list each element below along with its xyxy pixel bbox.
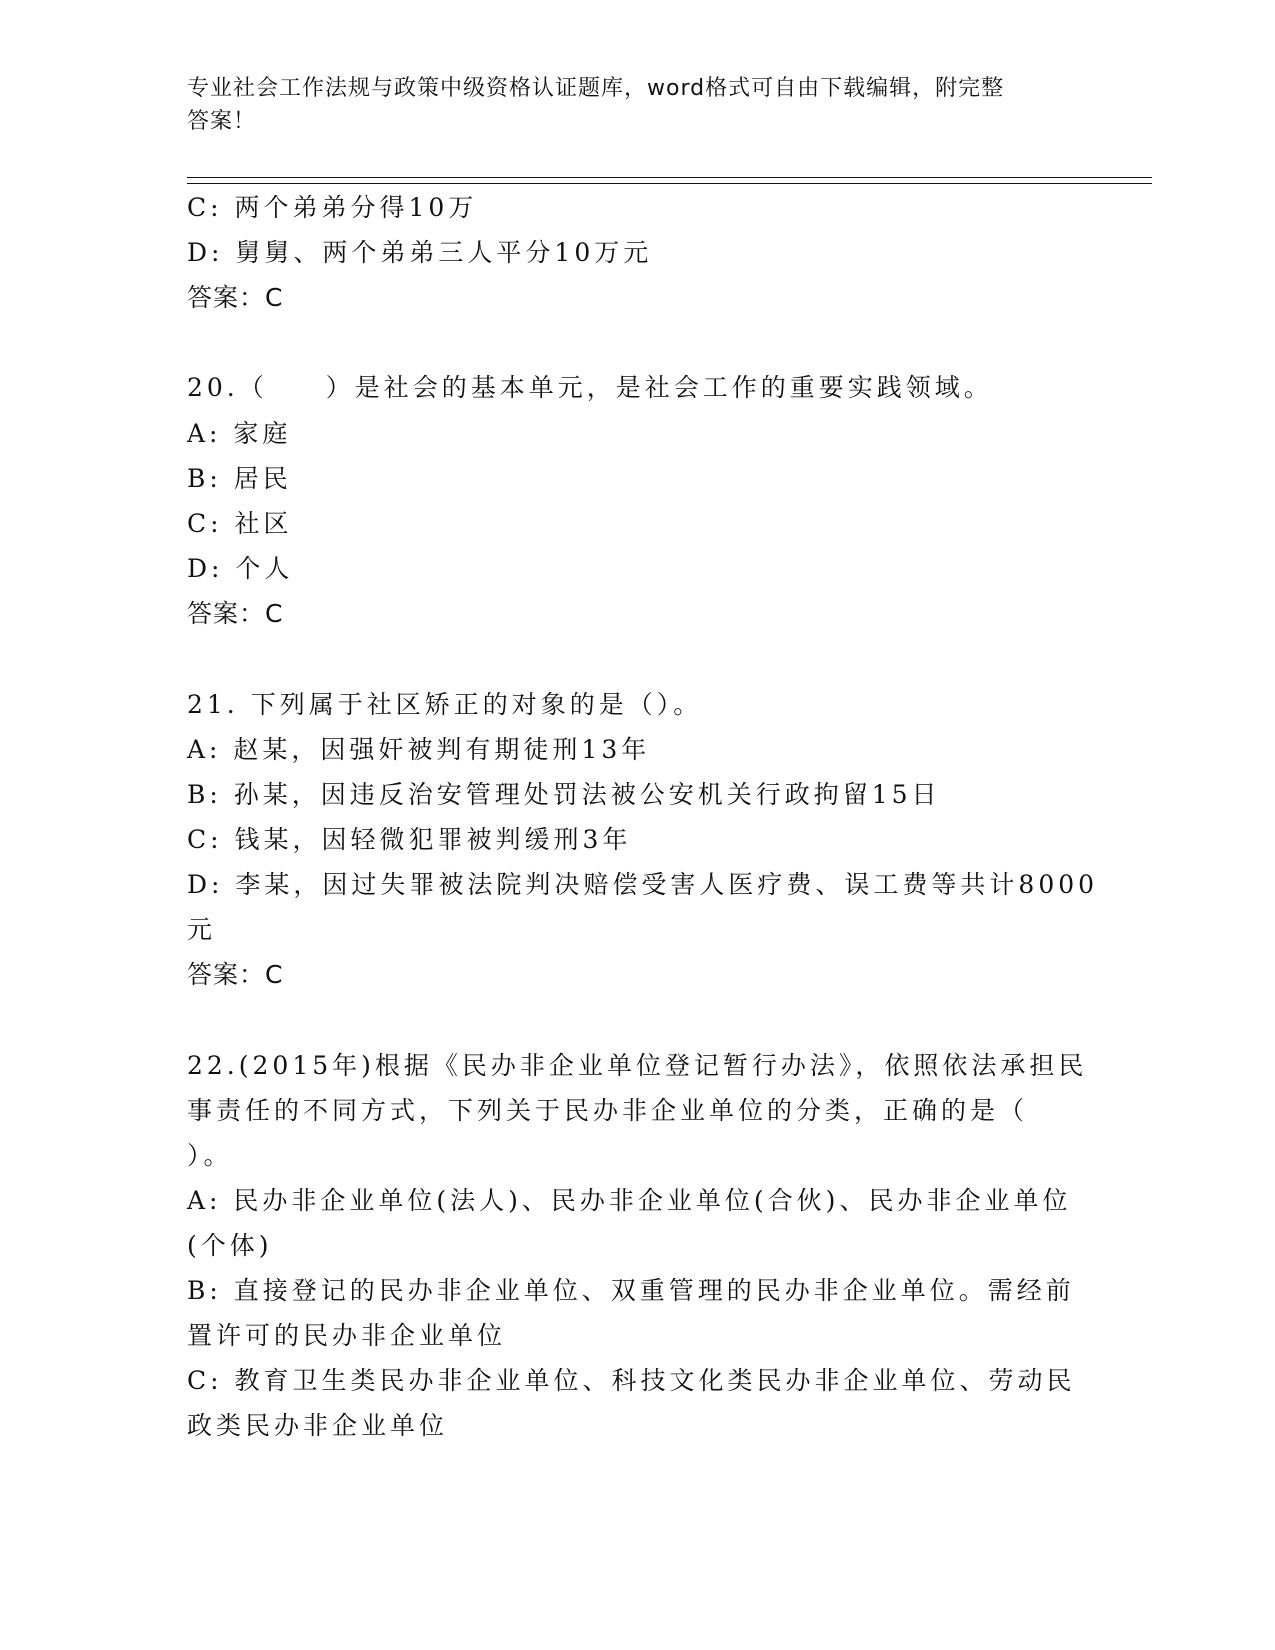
q22-option-a-line-2: (个体) (187, 1231, 273, 1260)
header-divider-top (187, 177, 1152, 178)
q22-option-c-line-2: 政类民办非企业单位 (187, 1411, 449, 1440)
q20-option-d: D: 个人 (187, 554, 294, 583)
q21-option-a: A: 赵某，因强奸被判有期徒刑13年 (187, 735, 651, 764)
q19-answer: 答案：C (187, 283, 284, 312)
q21-answer: 答案：C (187, 960, 284, 989)
page-header (187, 72, 1067, 138)
q20-stem: 20.（ ）是社会的基本单元，是社会工作的重要实践领域。 (187, 373, 993, 402)
q22-stem-line-1: 22.(2015年)根据《民办非企业单位登记暂行办法》，依照依法承担民 (187, 1051, 1088, 1080)
q22-option-a-line-1: A: 民办非企业单位(法人)、民办非企业单位(合伙)、民办非企业单位 (187, 1186, 1072, 1215)
q20-answer: 答案：C (187, 599, 284, 628)
q19-option-c: C: 两个弟弟分得10万 (187, 193, 478, 222)
q21-option-b: B: 孙某，因违反治安管理处罚法被公安机关行政拘留15日 (187, 780, 941, 809)
q22-stem-line-3: ）。 (187, 1141, 233, 1170)
header-line-1: 专业社会工作法规与政策中级资格认证题库，word格式可自由下载编辑，附完整 (187, 76, 1005, 101)
q21-option-d-line-1: D: 李某，因过失罪被法院判决赔偿受害人医疗费、误工费等共计8000 (187, 870, 1099, 899)
q22-option-b-line-2: 置许可的民办非企业单位 (187, 1321, 507, 1350)
header-line-2: 答案！ (187, 109, 257, 134)
q22-option-c-line-1: C: 教育卫生类民办非企业单位、科技文化类民办非企业单位、劳动民 (187, 1366, 1076, 1395)
q22-option-b-line-1: B: 直接登记的民办非企业单位、双重管理的民办非企业单位。需经前 (187, 1276, 1075, 1305)
q22-stem-line-2: 事责任的不同方式，下列关于民办非企业单位的分类，正确的是（ (187, 1096, 1029, 1125)
header-divider-bottom (187, 183, 1152, 184)
q21-option-d-line-2: 元 (187, 915, 217, 944)
q20-option-a: A: 家庭 (187, 419, 292, 448)
q20-option-b: B: 居民 (187, 464, 292, 493)
q19-option-d: D: 舅舅、两个弟弟三人平分10万元 (187, 238, 653, 267)
q20-option-c: C: 社区 (187, 509, 293, 538)
q21-stem: 21. 下列属于社区矫正的对象的是（）。 (187, 690, 703, 719)
q21-option-c: C: 钱某，因轻微犯罪被判缓刑3年 (187, 825, 632, 854)
